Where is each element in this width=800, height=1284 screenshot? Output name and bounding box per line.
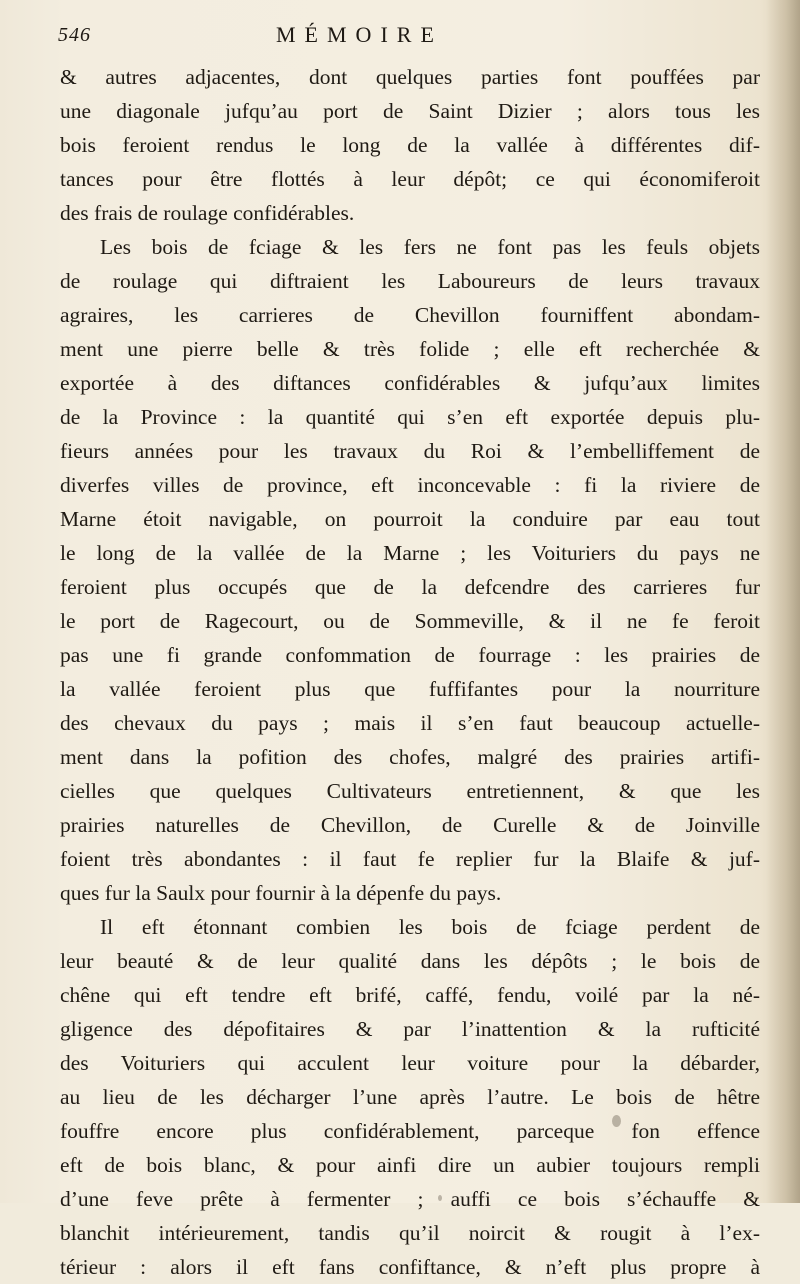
text-line: gligence des dépofitaires & par l’inattention & la rufticité — [60, 1017, 760, 1041]
paragraph-start: Il eft étonnant combien les bois de fciage perdent de — [100, 915, 760, 939]
text-line: ment dans la pofition des chofes, malgré des prairies artifi- — [60, 745, 760, 769]
paragraph-start: Les bois de fciage & les fers ne font pas les feuls objets — [100, 235, 760, 259]
text-line: de la Province : la quantité qui s’en eft exportée depuis plu- — [60, 405, 760, 429]
text-line: cielles que quelques Cultivateurs entretiennent, & que les — [60, 779, 760, 803]
text-line: ques fur la Saulx pour fournir à la dépenfe du pays. — [60, 881, 502, 905]
page-edge-shadow — [766, 0, 800, 1203]
text-line: de roulage qui diftraient les Laboureurs de leurs travaux — [60, 269, 760, 293]
body-text — [60, 60, 760, 1284]
page-number: 546 — [58, 24, 91, 46]
text-line: eft de bois blanc, & pour ainfi dire un aubier toujours rempli — [60, 1153, 760, 1177]
page-header — [58, 22, 758, 56]
text-line: fouffre encore plus confidérablement, parceque fon effence — [60, 1119, 760, 1143]
text-line: foient très abondantes : il faut fe replier fur la Blaife & juf- — [60, 847, 760, 871]
text-line: agraires, les carrieres de Chevillon fourniffent abondam- — [60, 303, 760, 327]
text-line: au lieu de les décharger l’une après l’autre. Le bois de hêtre — [60, 1085, 760, 1109]
text-line: la vallée feroient plus que fuffifantes pour la nourriture — [60, 677, 760, 701]
text-line: des Voituriers qui acculent leur voiture pour la débarder, — [60, 1051, 760, 1075]
text-line: le port de Ragecourt, ou de Sommeville, & il ne fe feroit — [60, 609, 760, 633]
text-line: chêne qui eft tendre eft brifé, caffé, fendu, voilé par la né- — [60, 983, 760, 1007]
text-line: exportée à des diftances confidérables & jufqu’aux limites — [60, 371, 760, 395]
ink-smudge — [438, 1195, 442, 1201]
text-line: une diagonale jufqu’au port de Saint Dizier ; alors tous les — [60, 99, 760, 123]
text-line: bois feroient rendus le long de la vallée à différentes dif- — [60, 133, 760, 157]
text-line: térieur : alors il eft fans confiftance, & n’eft plus propre à — [60, 1255, 760, 1279]
text-line: des chevaux du pays ; mais il s’en faut beaucoup actuelle- — [60, 711, 760, 735]
text-line: blanchit intérieurement, tandis qu’il noircit & rougit à l’ex- — [60, 1221, 760, 1245]
text-line: leur beauté & de leur qualité dans les dépôts ; le bois de — [60, 949, 760, 973]
text-line: pas une fi grande confommation de fourrage : les prairies de — [60, 643, 760, 667]
text-line: feroient plus occupés que de la defcendre des carrieres fur — [60, 575, 760, 599]
running-title: MÉMOIRE — [276, 22, 443, 47]
text-line: des frais de roulage confidérables. — [60, 201, 355, 225]
text-line: ment une pierre belle & très folide ; elle eft recherchée & — [60, 337, 760, 361]
text-line: d’une feve prête à fermenter ; auffi ce bois s’échauffe & — [60, 1187, 760, 1211]
ink-smudge — [612, 1115, 621, 1127]
text-line: tances pour être flottés à leur dépôt; ce qui économiferoit — [60, 167, 760, 191]
text-line: fieurs années pour les travaux du Roi & l’embelliffement de — [60, 439, 760, 463]
text-line: & autres adjacentes, dont quelques parties font pouffées par — [60, 65, 760, 89]
text-line: Marne étoit navigable, on pourroit la conduire par eau tout — [60, 507, 760, 531]
text-line: diverfes villes de province, eft inconcevable : fi la riviere de — [60, 473, 760, 497]
text-line: prairies naturelles de Chevillon, de Curelle & de Joinville — [60, 813, 760, 837]
text-line: le long de la vallée de la Marne ; les Voituriers du pays ne — [60, 541, 760, 565]
